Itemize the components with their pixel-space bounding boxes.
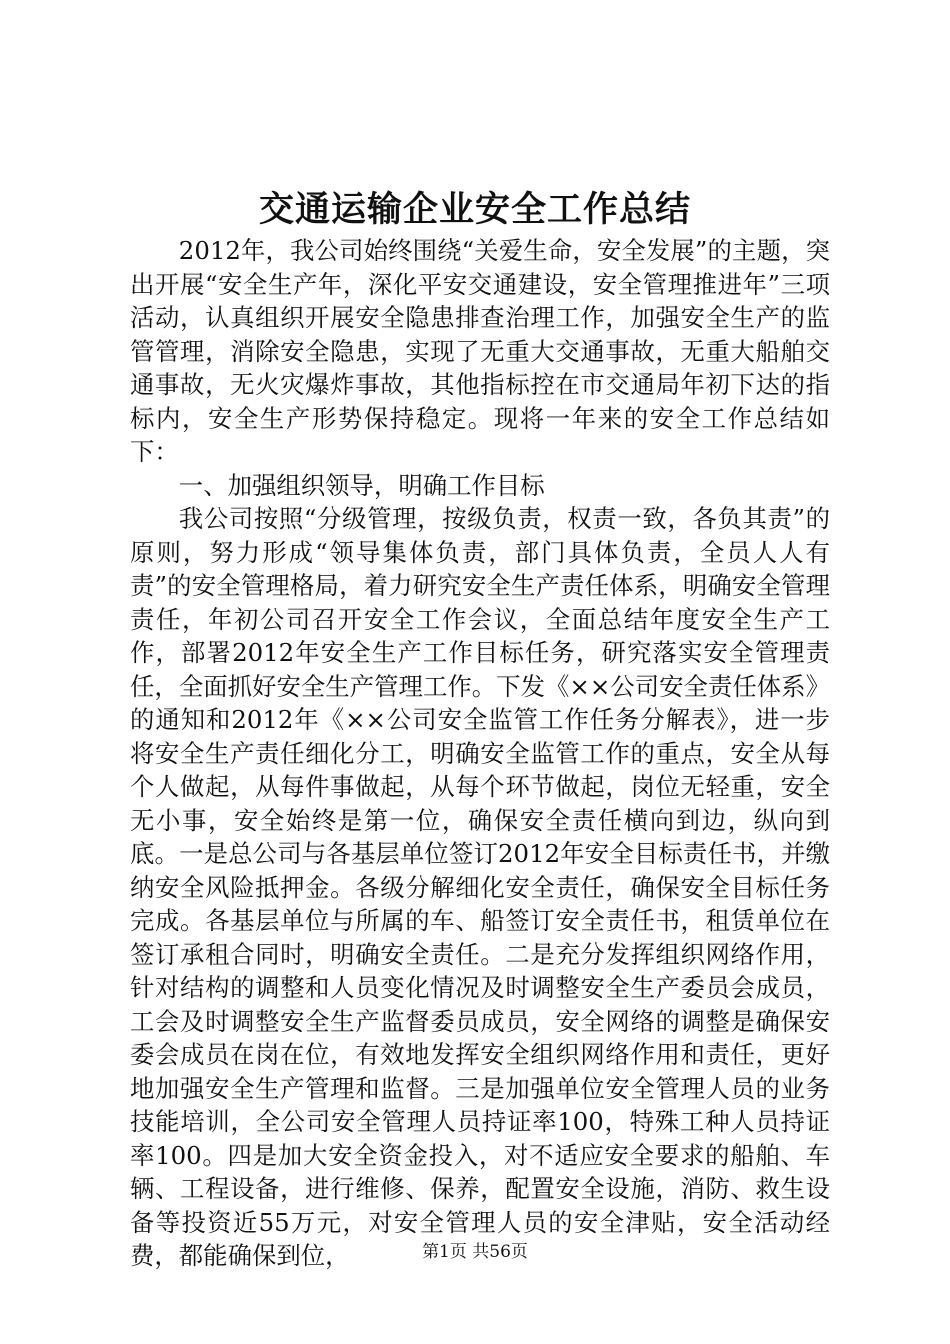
intro-paragraph: 2012年，我公司始终围绕“关爱生命，安全发展”的主题，突出开展“安全生产年，深化平安交通建设，安全管理推进年”三项活动，认真组织开展安全隐患排查治理工作，加强安全生产的监管管理，消除安全隐患，实现了无重大交通事故，无重大船舶交通事故，无火灾爆炸事故，其他指标控在市交通局年初下达的指标内，安全生产形势保持稳定。现将一年来的安全工作总结如下： [130,236,830,466]
page-footer: 第1页 共56页 [422,1242,528,1262]
document-title: 交通运输企业安全工作总结 [258,189,691,230]
section-heading: 一、加强组织领导，明确工作目标 [178,470,545,500]
section-paragraph: 我公司按照“分级管理，按级负责，权责一致，各负其责”的原则，努力形成“领导集体负责，部门具体负责，全员人人有责”的安全管理格局，着力研究安全生产责任体系，明确安全管理责任，年初公司召开安全工作会议，全面总结年度安全生产工作，部署2012年安全生产工作目标任务，研究落实安全管理责任，全面抓好安全生产管理工作。下发《××公司安全责任体系》的通知和2012年《××公司安全监管工作任务分解表》，进一步将安全生产责任细化分工，明确安全监管工作的重点，安全从每个人做起，从每件事做起，从每个环节做起，岗位无轻重，安全无小事，安全始终是第一位，确保安全责任横向到边，纵向到底。一是总公司与各基层单位签订2012年安全目标责任书，并缴纳安全风险抵押金。各级分解细化安全责任，确保安全目标任务完成。各基层单位与所属的车、船签订安全责任书，租赁单位在签订承租合同时，明确安全责任。二是充分发挥组织网络作用，针对结构的调整和人员变化情况及时调整安全生产委员会成员，工会及时调整安全生产监督委员成员，安全网络的调整是确保安委会成员在岗在位，有效地发挥安全组织网络作用和责任，更好地加强安全生产管理和监督。三是加强单位安全管理人员的业务技能培训，全公司安全管理人员持证率100，特殊工种人员持证率100。四是加大安全资金投入，对不适应安全要求的船舶、车辆、工程设备，进行维修、保养，配置安全设施，消防、救生设备等投资近55万元，对安全管理人员的安全津贴，安全活动经费，都能确保到位， [130,504,830,1270]
document-body [130,234,830,1273]
